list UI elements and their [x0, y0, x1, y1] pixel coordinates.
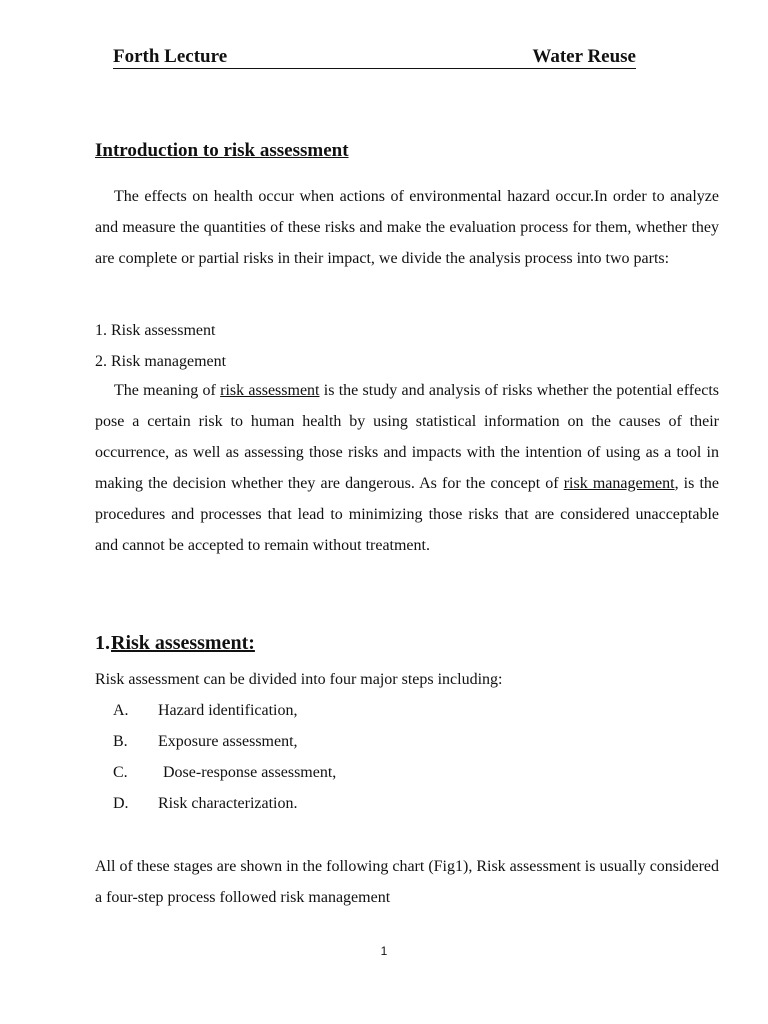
header-course-title: Water Reuse [532, 46, 636, 67]
step-item [113, 726, 513, 757]
page-number: 1 [380, 944, 388, 958]
step-letter: B. [113, 733, 128, 750]
step-item [113, 695, 513, 726]
steps-list [113, 695, 513, 819]
definition-text: , is the procedures and processes that lead to minimizing those risks that are considered unacceptable and cannot be accepted to remain without treatment. [95, 475, 720, 554]
parts-list-item: 2. Risk management [95, 353, 227, 370]
step-item [113, 788, 513, 819]
page-header [113, 46, 636, 69]
parts-list [95, 315, 226, 377]
definition-text: The meaning of [114, 382, 221, 399]
parts-list-item: 1. Risk assessment [95, 322, 216, 339]
definition-paragraph [95, 375, 719, 561]
definition-text: is the study and analysis of risks whether the potential effects pose a certain risk to human health by using statistical information on the causes of their occurrence, as well as assessing those risks and impacts with the intention of using as a tool in making the decision whether they are dangerous. As for the concept of [95, 382, 720, 492]
header-lecture-title: Forth Lecture [113, 46, 228, 67]
intro-paragraph [95, 181, 719, 274]
step-letter: D. [113, 795, 129, 812]
section-label: Risk assessment: [111, 632, 255, 654]
section-heading [95, 632, 255, 655]
step-text: Exposure assessment, [158, 733, 298, 750]
steps-intro: Risk assessment can be divided into four major steps including: [95, 671, 503, 688]
step-text: Dose-response assessment, [163, 764, 337, 781]
section-title: Introduction to risk assessment [95, 140, 349, 161]
step-text: Hazard identification, [158, 702, 298, 719]
step-text: Risk characterization. [158, 795, 298, 812]
intro-paragraph-text: The effects on health occur when actions of environmental hazard occur.In order to analyze and measure the quantities of these risks and make the evaluation process for them, whether they are complete or partial risks in their impact, we divide the analysis process into two parts: [95, 188, 719, 267]
closing-paragraph: All of these stages are shown in the following chart (Fig1), Risk assessment is usually considered a four-step process followed risk management [95, 858, 719, 906]
step-item [113, 757, 513, 788]
term-risk-assessment: risk assessment [220, 382, 320, 399]
step-letter: A. [113, 702, 129, 719]
step-letter: C. [113, 764, 128, 781]
section-number: 1. [95, 632, 110, 654]
term-risk-management: risk management [563, 475, 675, 492]
